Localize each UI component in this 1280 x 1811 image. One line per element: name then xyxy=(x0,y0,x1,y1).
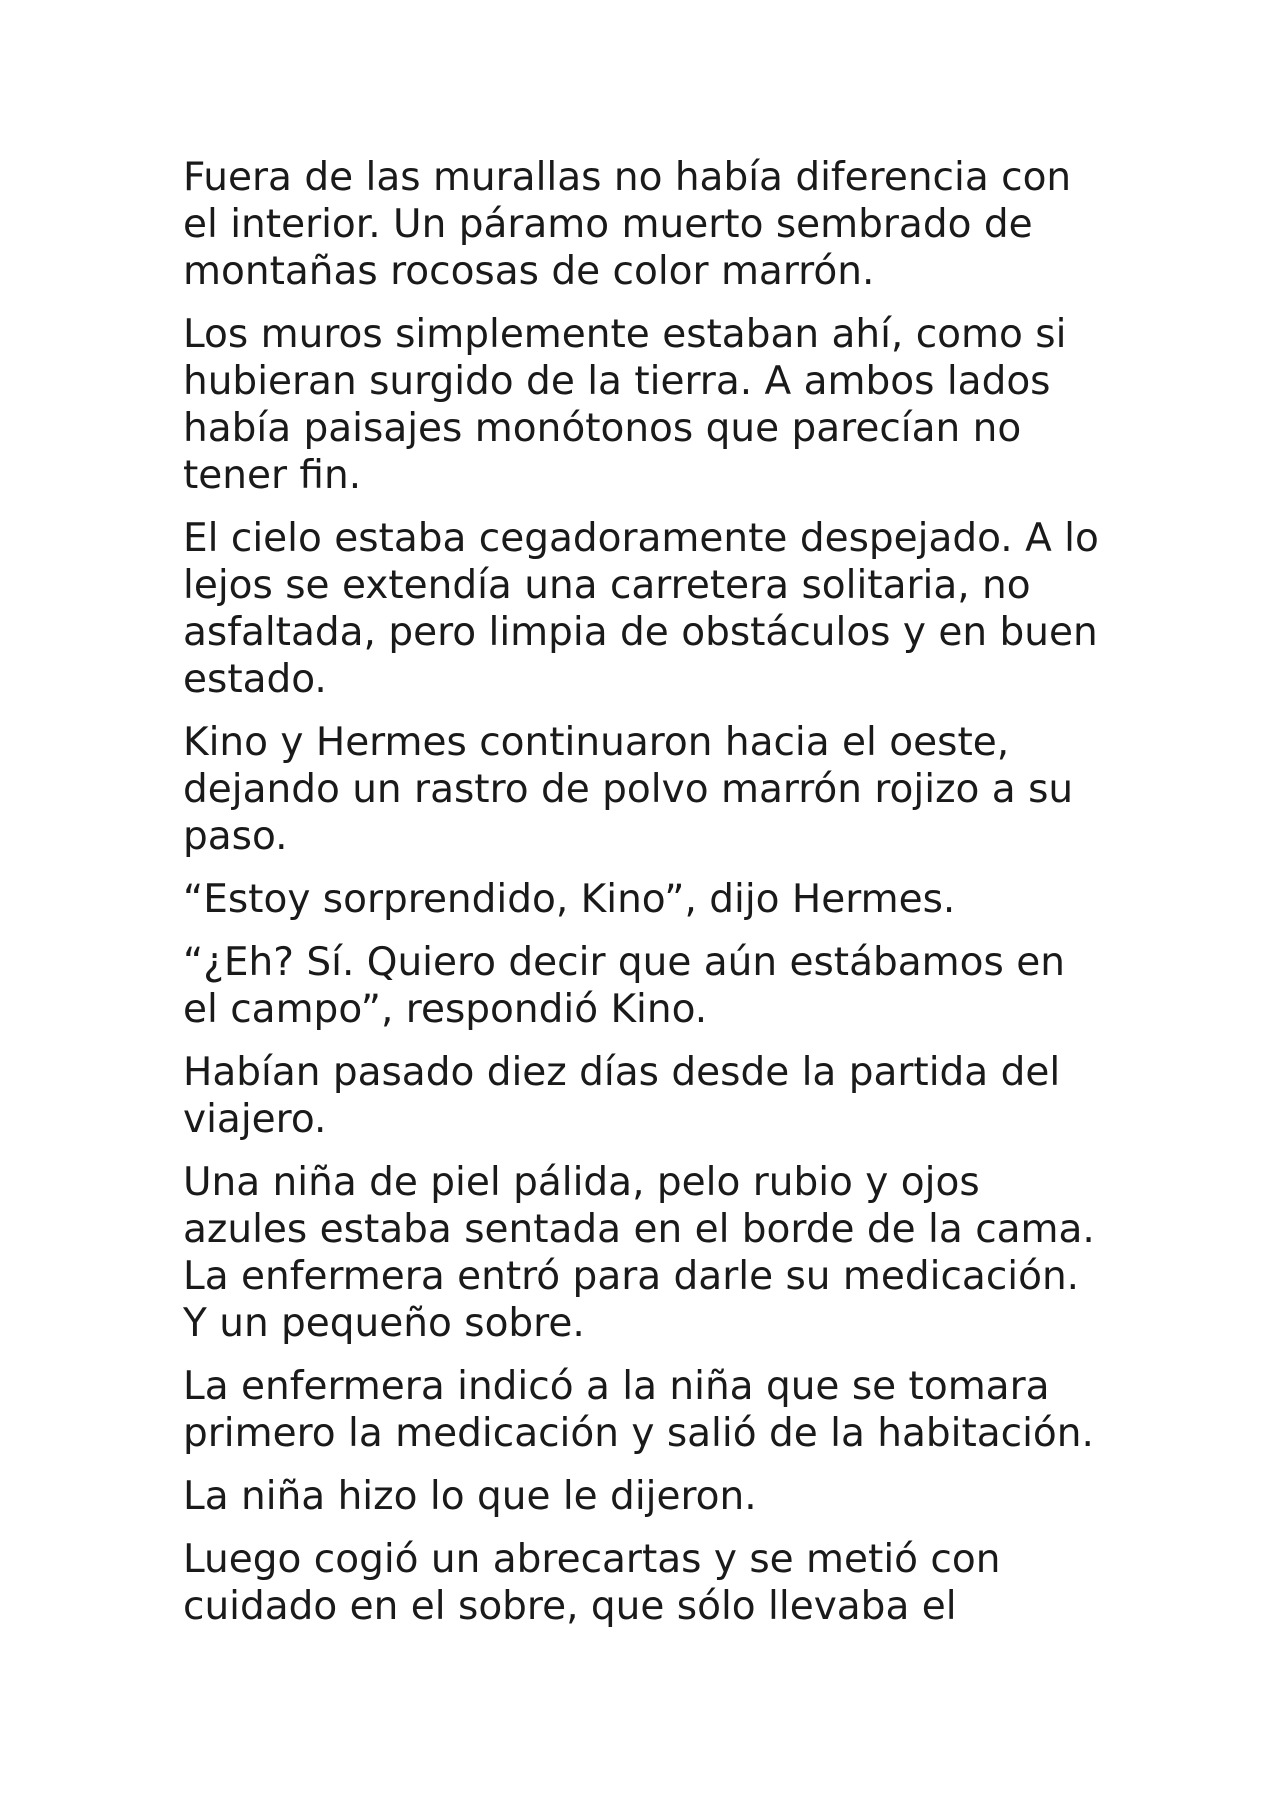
paragraph: Kino y Hermes continuaron hacia el oeste, dejando un rastro de polvo marrón rojizo a su paso. xyxy=(183,720,1074,859)
paragraph: El cielo estaba cegadoramente despejado. A lo lejos se extendía una carretera solitaria, no asfaltada, pero limpia de obstáculos y en buen estado. xyxy=(183,516,1099,702)
paragraph: Fuera de las murallas no había diferencia con el interior. Un páramo muerto sembrado de montañas rocosas de color marrón. xyxy=(183,155,1072,294)
paragraph: La niña hizo lo que le dijeron. xyxy=(183,1474,757,1519)
paragraph: La enfermera indicó a la niña que se tomara primero la medicación y salió de la habitación. xyxy=(183,1364,1094,1456)
paragraph: “¿Eh? Sí. Quiero decir que aún estábamos en el campo”, respondió Kino. xyxy=(183,940,1065,1032)
paragraph: Luego cogió un abrecartas y se metió con cuidado en el sobre, que sólo llevaba el xyxy=(183,1537,1001,1629)
paragraph: Los muros simplemente estaban ahí, como si hubieran surgido de la tierra. A ambos lados había paisajes monótonos que parecían no tener fin. xyxy=(183,312,1067,498)
paragraph: Habían pasado diez días desde la partida del viajero. xyxy=(183,1050,1061,1142)
paragraph: “Estoy sorprendido, Kino”, dijo Hermes. xyxy=(183,877,956,922)
paragraph: Una niña de piel pálida, pelo rubio y ojos azules estaba sentada en el borde de la cama. La enfermera entró para darle su medicación. Y un pequeño sobre. xyxy=(183,1160,1095,1346)
body-text xyxy=(183,154,1123,1646)
